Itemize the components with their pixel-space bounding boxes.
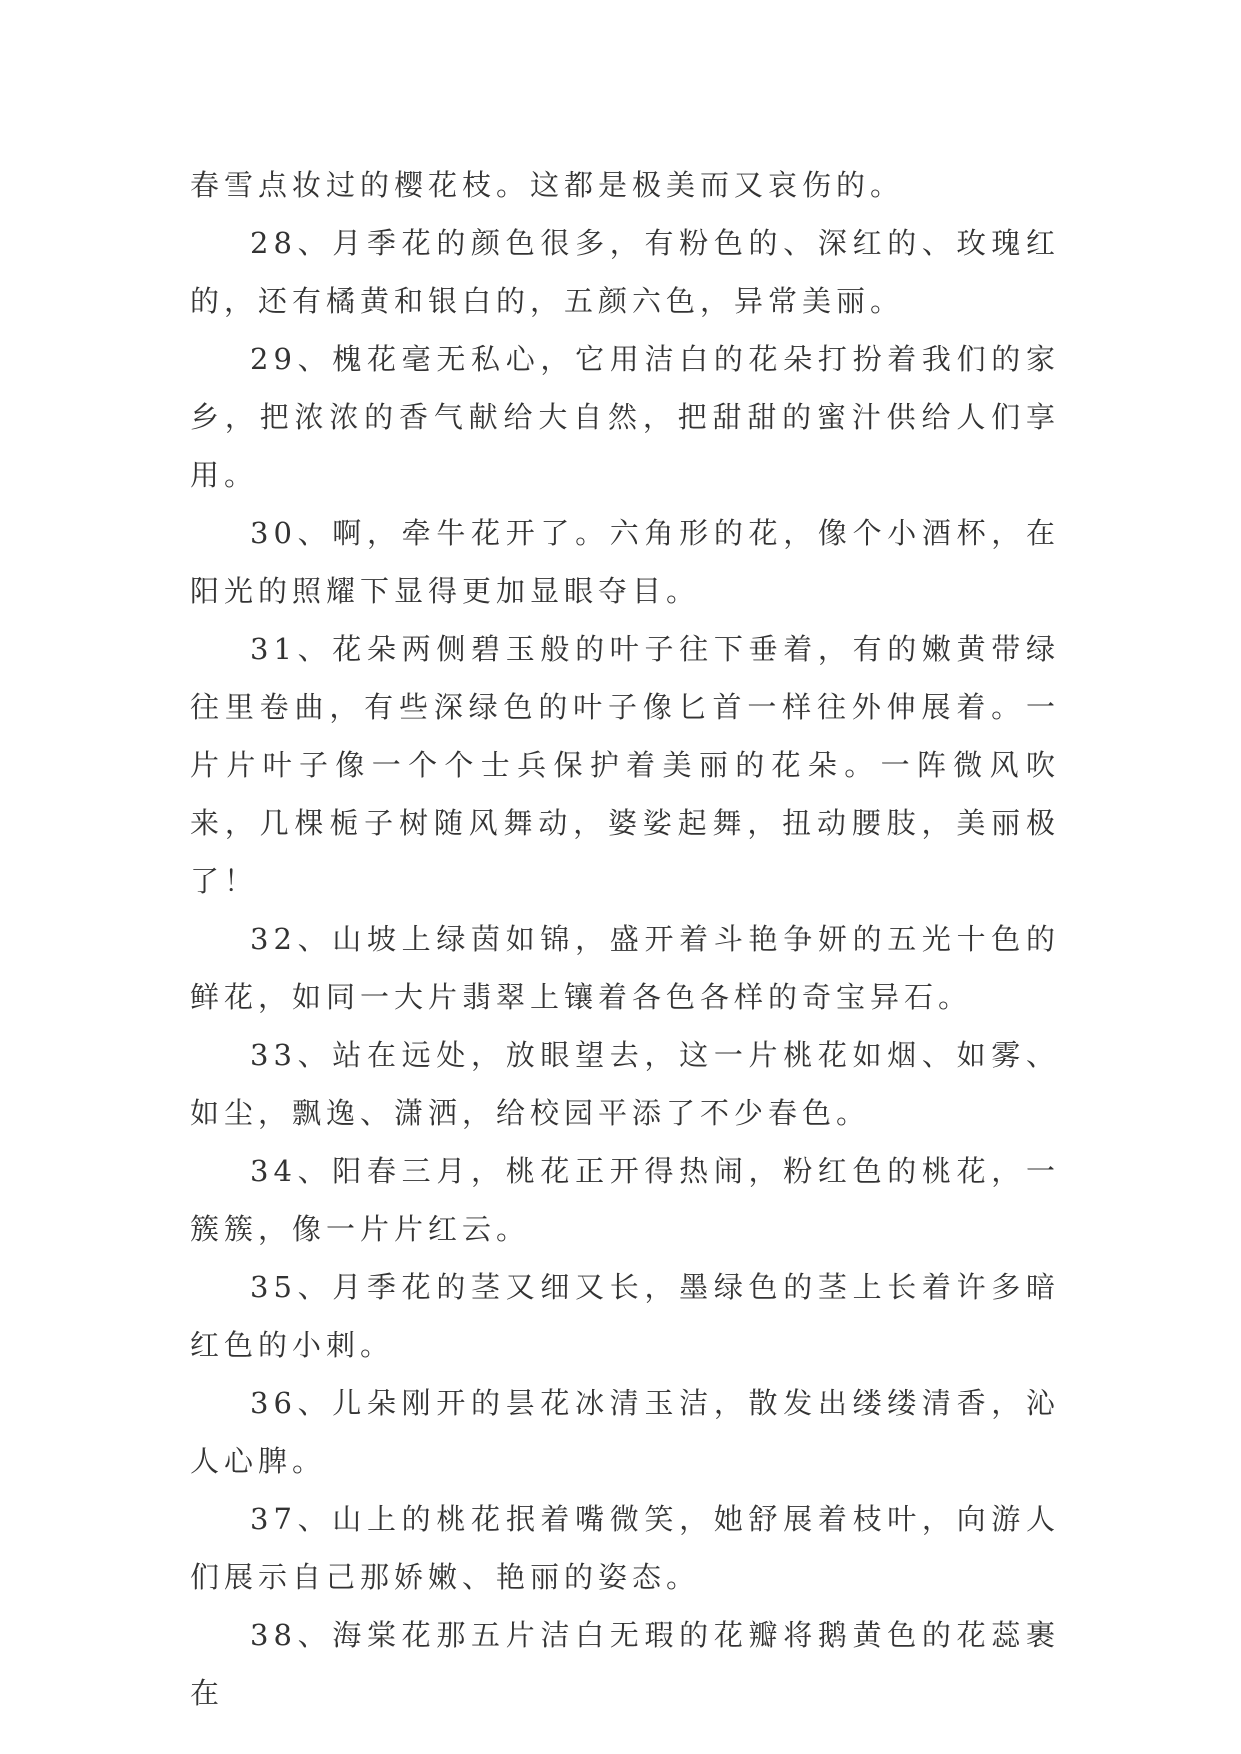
paragraph-continuation: 春雪点妆过的樱花枝。这都是极美而又哀伤的。 bbox=[190, 168, 905, 202]
paragraph-29: 29、槐花毫无私心，它用洁白的花朵打扮着我们的家乡，把浓浓的香气献给大自然，把甜甜的蜜汁供给人们享用。 bbox=[190, 342, 1060, 492]
paragraph-34: 34、阳春三月，桃花正开得热闹，粉红色的桃花，一簇簇，像一片片红云。 bbox=[190, 1154, 1060, 1246]
paragraph-32: 32、山坡上绿茵如锦，盛开着斗艳争妍的五光十色的鲜花，如同一大片翡翠上镶着各色各样的奇宝异石。 bbox=[190, 922, 1060, 1014]
paragraph-33: 33、站在远处，放眼望去，这一片桃花如烟、如雾、如尘，飘逸、潇洒，给校园平添了不少春色。 bbox=[190, 1038, 1060, 1130]
paragraph-35: 35、月季花的茎又细又长，墨绿色的茎上长着许多暗红色的小刺。 bbox=[190, 1270, 1060, 1362]
paragraph-36: 36、儿朵刚开的昙花冰清玉洁，散发出缕缕清香，沁人心脾。 bbox=[190, 1386, 1060, 1478]
document-body bbox=[190, 156, 1060, 1722]
paragraph-28: 28、月季花的颜色很多，有粉色的、深红的、玫瑰红的，还有橘黄和银白的，五颜六色，异常美丽。 bbox=[190, 226, 1060, 318]
paragraph-30: 30、啊，牵牛花开了。六角形的花，像个小酒杯，在阳光的照耀下显得更加显眼夺目。 bbox=[190, 516, 1060, 608]
paragraph-31: 31、花朵两侧碧玉般的叶子往下垂着，有的嫩黄带绿往里卷曲，有些深绿色的叶子像匕首一样往外伸展着。一片片叶子像一个个士兵保护着美丽的花朵。一阵微风吹来，几棵栀子树随风舞动，婆娑起舞，扭动腰肢，美丽极了！ bbox=[190, 632, 1060, 898]
paragraph-38: 38、海棠花那五片洁白无瑕的花瓣将鹅黄色的花蕊裹在 bbox=[190, 1618, 1060, 1710]
paragraph-37: 37、山上的桃花抿着嘴微笑，她舒展着枝叶，向游人们展示自己那娇嫩、艳丽的姿态。 bbox=[190, 1502, 1060, 1594]
